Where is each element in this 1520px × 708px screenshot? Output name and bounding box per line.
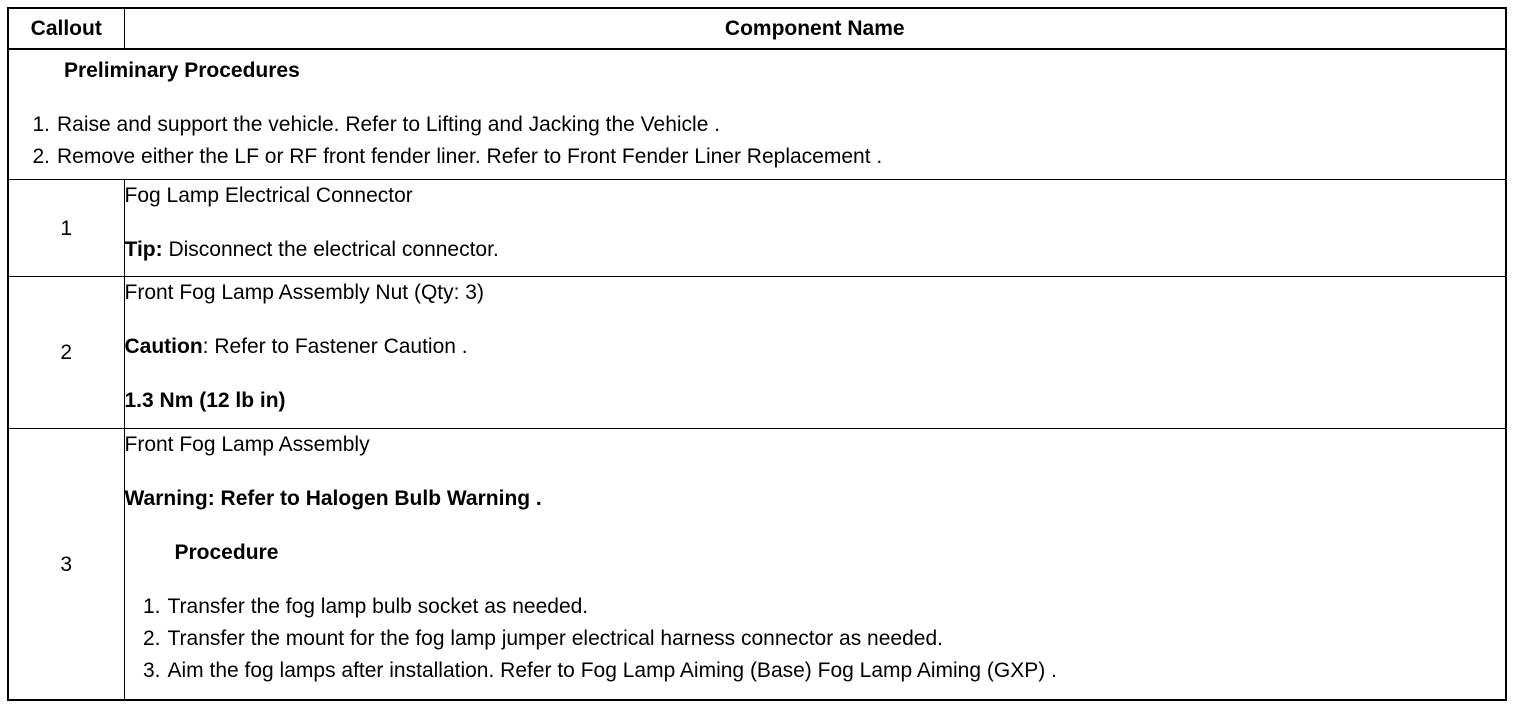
component-name: Front Fog Lamp Assembly — [124, 433, 370, 456]
callout-number: 2 — [8, 277, 124, 429]
step-text: Raise and support the vehicle. Refer to Lifting and Jacking the Vehicle . — [57, 113, 721, 136]
preliminary-steps — [9, 109, 1505, 173]
component-cell — [124, 429, 1506, 701]
step-text: Transfer the fog lamp bulb socket as needed. — [167, 595, 589, 618]
warning-note: Warning: Refer to Halogen Bulb Warning . — [124, 487, 542, 510]
step-number: 2. — [142, 627, 161, 650]
component-name: Fog Lamp Electrical Connector — [124, 184, 413, 207]
tip-note — [125, 234, 1506, 266]
caution-label: Caution — [124, 335, 203, 358]
preliminary-title: Preliminary Procedures — [64, 59, 300, 82]
procedure-title: Procedure — [174, 541, 279, 564]
step-number: 3. — [142, 659, 161, 682]
caution-note — [125, 331, 1506, 363]
component-cell — [124, 277, 1506, 429]
step-number: 1. — [142, 595, 161, 618]
callout-column-header: Callout — [8, 8, 124, 49]
step-text: Transfer the mount for the fog lamp jumper electrical harness connector as needed. — [167, 627, 943, 650]
list-item — [125, 591, 1506, 623]
component-table — [7, 7, 1507, 701]
callout-number: 1 — [8, 180, 124, 277]
table-row — [8, 429, 1506, 701]
step-number: 1. — [32, 113, 50, 136]
preliminary-row — [8, 49, 1506, 180]
tip-text: Disconnect the electrical connector. — [162, 238, 499, 261]
list-item — [125, 655, 1506, 687]
table-header-row — [8, 8, 1506, 49]
table-row — [8, 180, 1506, 277]
tip-label: Tip: — [124, 238, 163, 261]
list-item — [125, 623, 1506, 655]
preliminary-cell — [8, 49, 1506, 180]
callout-number: 3 — [8, 429, 124, 701]
list-item — [9, 141, 1505, 173]
step-number: 2. — [32, 145, 50, 168]
procedure-steps — [125, 591, 1506, 687]
table-row — [8, 277, 1506, 429]
component-name-column-header: Component Name — [124, 8, 1506, 49]
caution-text: : Refer to Fastener Caution . — [202, 335, 468, 358]
step-text: Remove either the LF or RF front fender liner. Refer to Front Fender Liner Replacement . — [57, 145, 883, 168]
torque-spec: 1.3 Nm (12 lb in) — [124, 389, 286, 412]
component-name: Front Fog Lamp Assembly Nut (Qty: 3) — [124, 281, 484, 304]
component-cell — [124, 180, 1506, 277]
step-text: Aim the fog lamps after installation. Refer to Fog Lamp Aiming (Base) Fog Lamp Aiming (GXP) . — [167, 659, 1057, 682]
list-item — [9, 109, 1505, 141]
